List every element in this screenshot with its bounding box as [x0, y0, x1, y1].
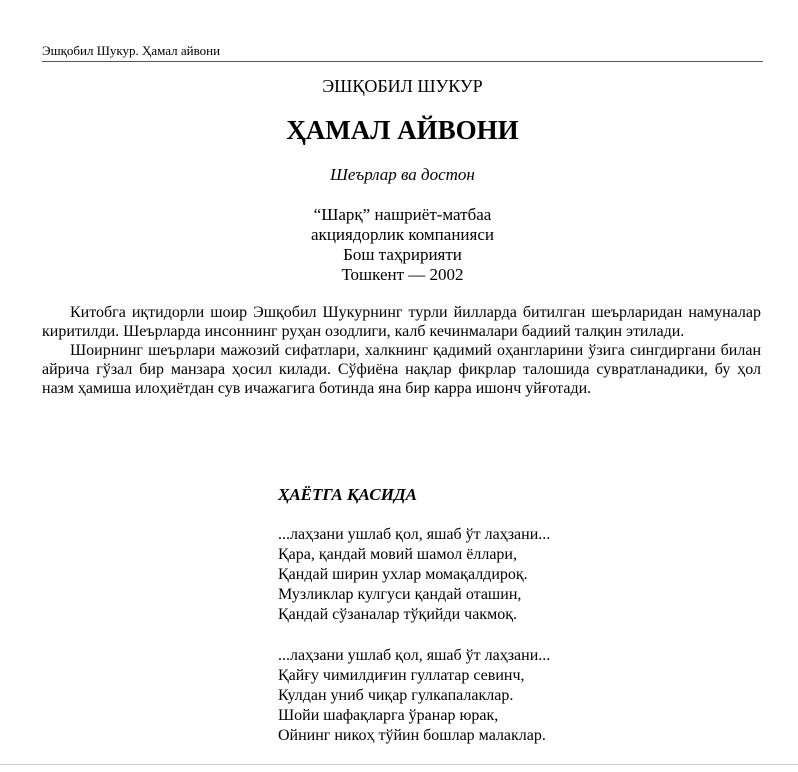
author-name: ЭШҚОБИЛ ШУКУР — [322, 76, 483, 96]
poem-line: Қандай сўзаналар тўқийди чакмоқ. — [278, 606, 517, 623]
annotation — [42, 303, 761, 398]
annotation-paragraph: Китобга иқтидорли шоир Эшқобил Шукурнинг турли йилларда битилган шеърларидан намуналар киритилди. Шеърларда инсоннинг руҳан озодлиги, калб кечинмалари бадиий талқин этилади. — [42, 304, 761, 340]
publisher-line: “Шарқ” нашриёт-матбаа — [313, 205, 492, 224]
poem-line: Кулдан униб чиқар гулкапалаклар. — [278, 687, 514, 704]
poem-title: ҲАЁТГА ҚАСИДА — [278, 485, 417, 504]
poem-stanza — [278, 646, 550, 746]
poem-line: Ойнинг никоҳ тўйин бошлар малаклар. — [278, 727, 546, 744]
poem-line: Қайғу чимилдиғин гуллатар севинч, — [278, 667, 525, 684]
poem-stanza — [278, 525, 550, 625]
publisher-block — [42, 205, 763, 285]
poem-line: Қара, қандай мовий шамол ёллари, — [278, 546, 517, 563]
page-bottom-edge — [0, 764, 798, 765]
publication-place-year: Тошкент — 2002 — [341, 265, 464, 284]
running-header: Эшқобил Шукур. Ҳамал айвони — [42, 43, 221, 58]
poem-line: ...лаҳзани ушлаб қол, яшаб ўт лаҳзани... — [278, 647, 551, 664]
annotation-paragraph: Шоирнинг шеърлари мажозий сифатлари, халкнинг қадимий оҳангларини ўзига сингдиргани билан айрича гўзал бир манзара ҳосил килади. Сўфиёна нақлар фикрлар талошида сувратланадики, бу ҳол назм ҳамиша илоҳиётдан сув ичажагига ботинда яна бир карра ишонч уйғотади. — [42, 342, 761, 397]
poem-line: Қандай ширин ухлар момақалдироқ. — [278, 566, 528, 583]
header-rule — [42, 61, 763, 62]
book-title: ҲАМАЛ АЙВОНИ — [286, 115, 519, 145]
poem-line: Музликлар кулгуси қандай оташин, — [278, 586, 522, 603]
poem-line: ...лаҳзани ушлаб қол, яшаб ўт лаҳзани... — [278, 526, 551, 543]
publisher-line: акциядорлик компанияси — [311, 225, 494, 244]
book-subtitle: Шеърлар ва достон — [330, 165, 475, 184]
poem-line: Шойи шафақларга ўранар юрак, — [278, 707, 499, 724]
publisher-line: Бош таҳририяти — [343, 245, 462, 264]
